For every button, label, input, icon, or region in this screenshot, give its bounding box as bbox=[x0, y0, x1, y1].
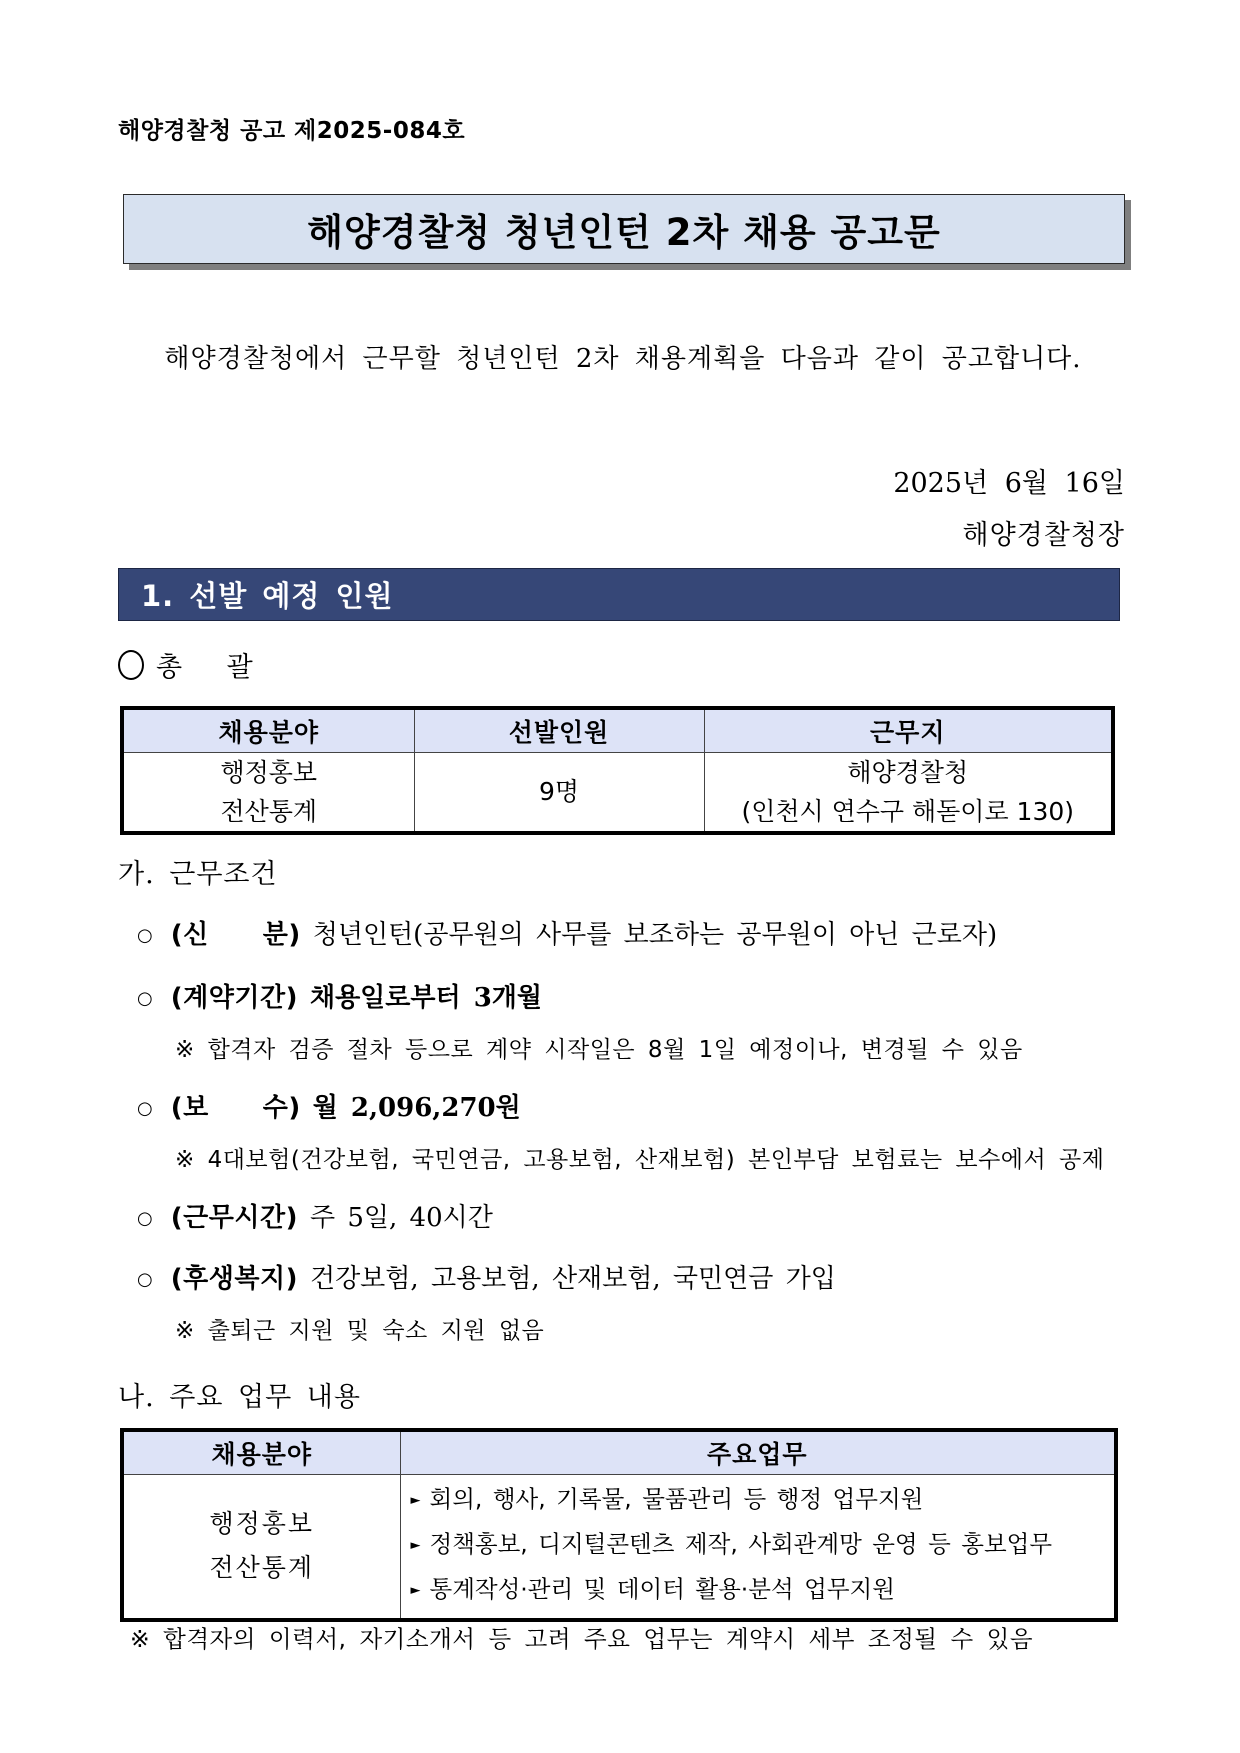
triangle-bullet-icon: ► bbox=[410, 1537, 421, 1553]
location-line: (인천시 연수구 해돋이로 130) bbox=[741, 796, 1075, 826]
summary-label: 총 괄 bbox=[156, 652, 271, 683]
table-header-cell: 선발인원 bbox=[414, 708, 704, 752]
condition-welfare bbox=[137, 1258, 836, 1295]
table-header-row bbox=[122, 1430, 1116, 1474]
circle-bullet-icon bbox=[118, 650, 144, 680]
duty-item bbox=[411, 1524, 1105, 1569]
duty-text: 회의, 행사, 기록물, 물품관리 등 행정 업무지원 bbox=[429, 1484, 924, 1513]
summary-table bbox=[120, 706, 1115, 835]
condition-key bbox=[171, 1087, 301, 1124]
footer-note: ※ 합격자의 이력서, 자기소개서 등 고려 주요 업무는 계약시 세부 조정될 수 있음 bbox=[130, 1625, 1034, 1653]
field-line: 행정홍보 bbox=[220, 757, 318, 787]
small-circle-bullet-icon: ○ bbox=[137, 1269, 153, 1290]
key-part: 수) bbox=[262, 1093, 301, 1123]
condition-value: 채용일로부터 3개월 bbox=[309, 983, 543, 1013]
section-title: 1. 선발 예정 인원 bbox=[141, 579, 394, 613]
field-line: 행정홍보 bbox=[209, 1509, 315, 1538]
field-line: 전산통계 bbox=[220, 796, 318, 826]
key-part: (신 bbox=[170, 920, 209, 950]
field-cell bbox=[122, 1474, 400, 1620]
page-title: 해양경찰청 청년인턴 2차 채용 공고문 bbox=[123, 194, 1125, 264]
small-circle-bullet-icon: ○ bbox=[137, 925, 153, 946]
table-header-cell: 근무지 bbox=[704, 708, 1113, 752]
table-header-cell: 채용분야 bbox=[122, 708, 414, 752]
condition-note: ※ 출퇴근 지원 및 숙소 지원 없음 bbox=[175, 1318, 545, 1344]
condition-contract-period bbox=[137, 977, 542, 1014]
location-line: 해양경찰청 bbox=[847, 757, 969, 787]
small-circle-bullet-icon: ○ bbox=[137, 1098, 153, 1119]
summary-heading bbox=[118, 645, 271, 684]
key-part: 분) bbox=[262, 920, 301, 950]
intro-paragraph: 해양경찰청에서 근무할 청년인턴 2차 채용계획을 다음과 같이 공고합니다. bbox=[164, 344, 1082, 374]
conditions-heading: 가. 근무조건 bbox=[118, 859, 278, 890]
condition-value: 주 5일, 40시간 bbox=[309, 1203, 493, 1233]
field-line: 전산통계 bbox=[209, 1553, 315, 1582]
condition-value: 청년인턴(공무원의 사무를 보조하는 공무원이 아닌 근로자) bbox=[312, 920, 998, 950]
condition-status bbox=[137, 914, 997, 951]
announcement-date: 2025년 6월 16일 bbox=[893, 468, 1125, 499]
condition-work-hours bbox=[137, 1197, 493, 1234]
signer: 해양경찰청장 bbox=[962, 520, 1125, 551]
triangle-bullet-icon: ► bbox=[410, 1492, 421, 1508]
condition-key bbox=[171, 914, 301, 951]
section-header-recruitment bbox=[118, 568, 1120, 621]
table-row bbox=[122, 1474, 1116, 1620]
duties-heading: 나. 주요 업무 내용 bbox=[118, 1382, 361, 1413]
condition-key: (근무시간) bbox=[170, 1203, 298, 1233]
location-cell bbox=[704, 752, 1113, 833]
duty-item bbox=[411, 1479, 1105, 1524]
duty-text: 통계작성·관리 및 데이터 활용·분석 업무지원 bbox=[429, 1574, 895, 1603]
table-header-cell: 채용분야 bbox=[122, 1430, 400, 1474]
triangle-bullet-icon: ► bbox=[410, 1582, 421, 1598]
small-circle-bullet-icon: ○ bbox=[137, 988, 153, 1009]
small-circle-bullet-icon: ○ bbox=[137, 1208, 153, 1229]
duties-table bbox=[120, 1428, 1118, 1622]
count-cell: 9명 bbox=[414, 752, 704, 833]
field-cell bbox=[122, 752, 414, 833]
condition-note: ※ 4대보험(건강보험, 국민연금, 고용보험, 산재보험) 본인부담 보험료는 보수에서 공제 bbox=[175, 1147, 1105, 1173]
duty-item bbox=[411, 1569, 1105, 1614]
duty-text: 정책홍보, 디지털콘텐츠 제작, 사회관계망 운영 등 홍보업무 bbox=[429, 1529, 1053, 1558]
table-header-row bbox=[122, 708, 1113, 752]
condition-note: ※ 합격자 검증 절차 등으로 계약 시작일은 8월 1일 예정이나, 변경될 수 있음 bbox=[175, 1037, 1023, 1063]
condition-value: 건강보험, 고용보험, 산재보험, 국민연금 가입 bbox=[309, 1264, 836, 1294]
condition-salary bbox=[137, 1087, 521, 1124]
condition-key: (계약기간) bbox=[170, 983, 298, 1013]
notice-number: 해양경찰청 공고 제2025-084호 bbox=[118, 118, 466, 144]
key-part: (보 bbox=[170, 1093, 209, 1123]
table-row bbox=[122, 752, 1113, 833]
condition-value: 월 2,096,270원 bbox=[312, 1093, 521, 1123]
duties-cell bbox=[400, 1474, 1116, 1620]
condition-key: (후생복지) bbox=[170, 1264, 298, 1294]
table-header-cell: 주요업무 bbox=[400, 1430, 1116, 1474]
